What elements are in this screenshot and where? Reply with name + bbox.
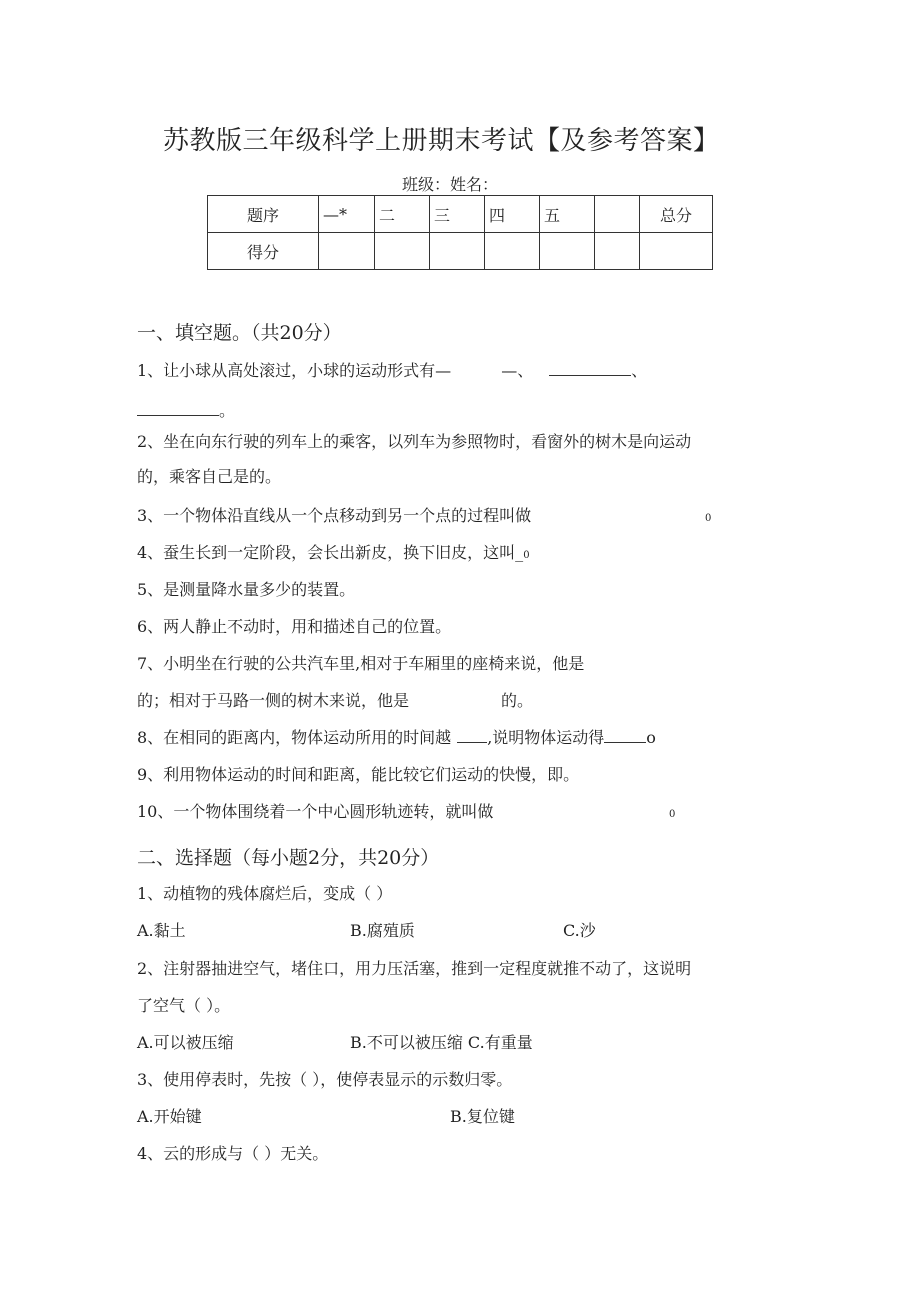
header-cell-total: 总分 <box>640 196 713 233</box>
question-9: 9、利用物体运动的时间和距离，能比较它们运动的快慢，即。 <box>137 765 580 784</box>
q1-end: 。 <box>219 401 236 420</box>
q1-text: 1、让小球从高处滚过，小球的运动形式有— <box>137 361 452 380</box>
q1-blank-3[interactable] <box>137 401 219 416</box>
question-7: 7、小明坐在行驶的公共汽车里,相对于车厢里的座椅来说，他是 <box>137 654 585 673</box>
score-table-header-row <box>208 196 713 233</box>
question-2-cont: 的，乘客自己是的。 <box>137 467 282 486</box>
question-7-cont <box>137 688 533 711</box>
choice-question-2-cont: 了空气（ ）。 <box>137 996 231 1015</box>
score-cell-total[interactable] <box>640 233 713 270</box>
choice-3-option-a[interactable]: A.开始键 <box>137 1107 202 1126</box>
q4-end-mark: 0 <box>523 550 530 561</box>
q7-text-2: 的；相对于马路一侧的树木来说，他是 <box>137 691 410 710</box>
question-2: 2、坐在向东行驶的列车上的乘客，以列车为参照物时，看窗外的树木是向运动 <box>137 432 692 451</box>
question-1 <box>137 358 647 381</box>
q1-blank-2[interactable] <box>549 361 631 376</box>
score-cell[interactable] <box>540 233 595 270</box>
choice-question-3: 3、使用停表时，先按（ ），使停表显示的示数归零。 <box>137 1070 513 1089</box>
q4-text: 4、蚕生长到一定阶段，会长出新皮，换下旧皮，这叫_ <box>137 543 524 562</box>
choice-2-option-bc[interactable]: B.不可以被压缩 C.有重量 <box>350 1033 533 1052</box>
class-name-line: 班级：姓名： <box>402 175 499 194</box>
question-4 <box>137 540 530 563</box>
header-cell-1: —* <box>319 196 375 233</box>
q1-sep-2: 、 <box>631 361 648 380</box>
question-3: 3、一个物体沿直线从一个点移动到另一个点的过程叫做 <box>137 506 532 525</box>
q1-sep: —、 <box>501 361 534 380</box>
header-cell-4: 四 <box>485 196 540 233</box>
section1-heading: 一、填空题。（共20分） <box>137 322 342 344</box>
header-cell-2: 二 <box>375 196 430 233</box>
question-10: 10、一个物体围绕着一个中心圆形轨迹转，就叫做 <box>137 802 494 821</box>
question-1-cont <box>137 398 235 421</box>
choice-1-option-a[interactable]: A.黏土 <box>137 921 186 940</box>
question-6: 6、两人静止不动时，用和描述自己的位置。 <box>137 617 452 636</box>
score-cell[interactable] <box>375 233 430 270</box>
q8-blank-1[interactable] <box>457 728 487 743</box>
header-cell-3: 三 <box>430 196 485 233</box>
page-title: 苏教版三年级科学上册期末考试【及参考答案】 <box>163 126 720 156</box>
choice-1-option-b[interactable]: B.腐殖质 <box>350 921 415 940</box>
q8-text-2: ,说明物体运动得 <box>487 728 605 747</box>
score-cell[interactable] <box>430 233 485 270</box>
q7-text-3: 的。 <box>501 691 534 710</box>
q8-text: 8、在相同的距离内，物体运动所用的时间越 <box>137 728 452 747</box>
choice-2-option-a[interactable]: A.可以被压缩 <box>137 1033 234 1052</box>
question-5: 5、是测量降水量多少的装置。 <box>137 580 356 599</box>
score-table <box>207 195 713 270</box>
score-cell[interactable] <box>319 233 375 270</box>
header-cell-5: 五 <box>540 196 595 233</box>
choice-1-option-c[interactable]: C.沙 <box>563 921 596 940</box>
score-table-score-row <box>208 233 713 270</box>
choice-question-2: 2、注射器抽进空气，堵住口，用力压活塞，推到一定程度就推不动了，这说明 <box>137 959 692 978</box>
score-row-label: 得分 <box>208 233 319 270</box>
choice-question-1: 1、动植物的残体腐烂后，变成（ ） <box>137 884 393 903</box>
header-cell-order: 题序 <box>208 196 319 233</box>
choice-3-option-b[interactable]: B.复位键 <box>450 1107 515 1126</box>
choice-question-4: 4、云的形成与（ ）无关。 <box>137 1144 329 1163</box>
score-cell[interactable] <box>595 233 640 270</box>
q3-end-mark: 0 <box>705 513 712 524</box>
q8-blank-2[interactable] <box>604 728 646 743</box>
header-cell-6 <box>595 196 640 233</box>
question-8 <box>137 725 656 748</box>
section2-heading: 二、选择题（每小题2分，共20分） <box>137 847 440 869</box>
q10-end-mark: 0 <box>669 809 676 820</box>
q8-end: o <box>646 728 656 747</box>
score-cell[interactable] <box>485 233 540 270</box>
